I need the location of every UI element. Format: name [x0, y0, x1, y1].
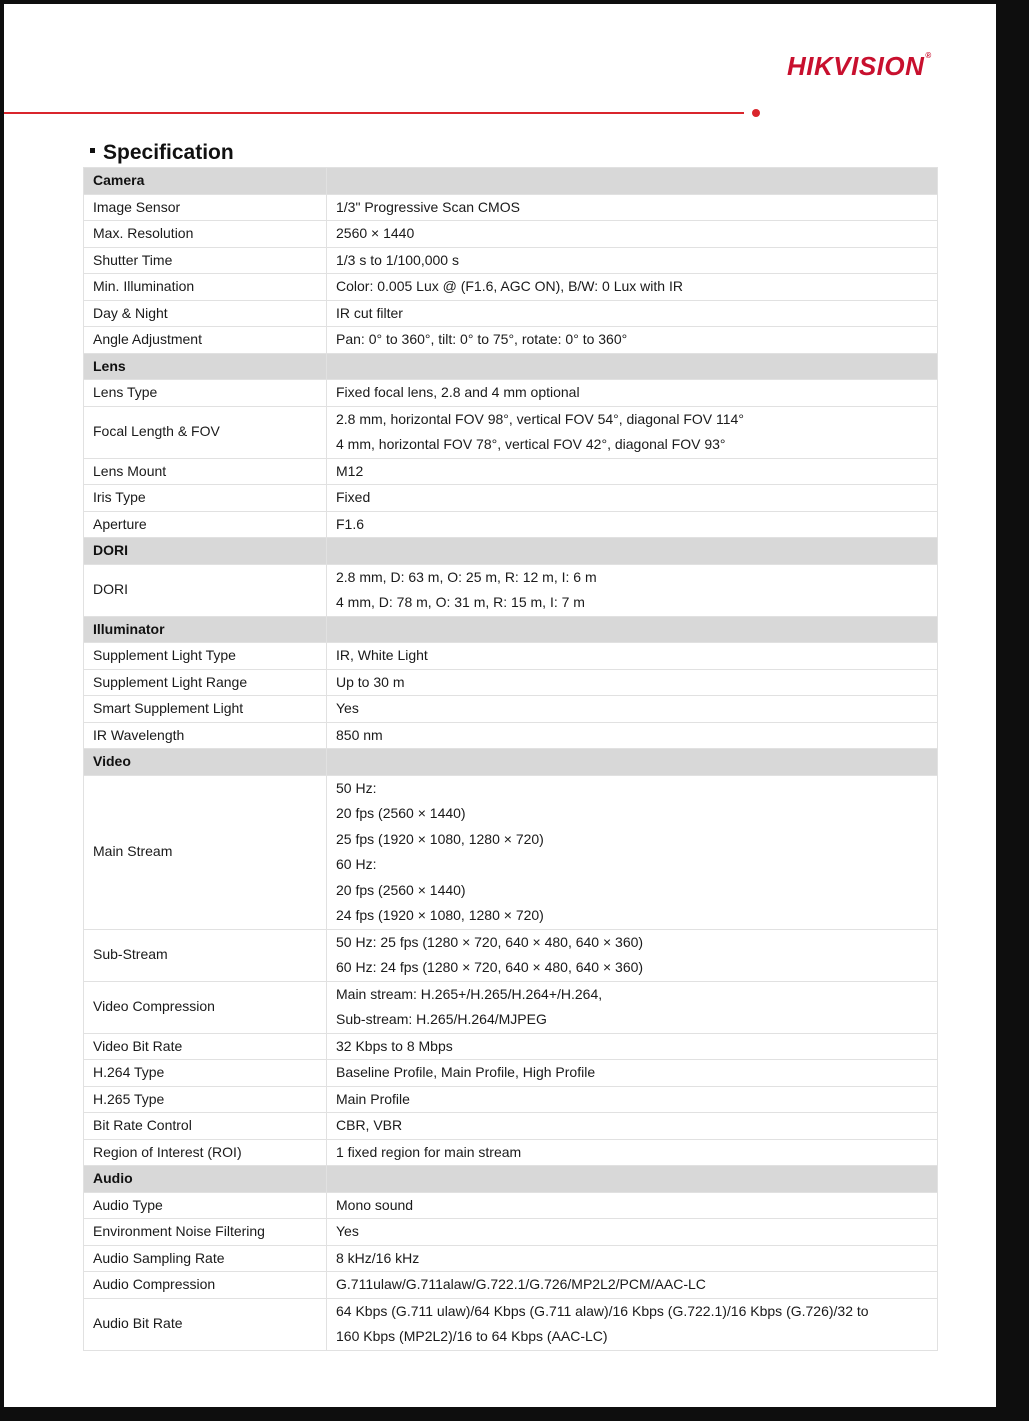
spec-value — [327, 1272, 938, 1299]
table-row — [84, 458, 938, 485]
spec-value — [327, 274, 938, 301]
spec-value — [327, 327, 938, 354]
spec-value-line: 160 Kbps (MP2L2)/16 to 64 Kbps (AAC-LC) — [336, 1328, 608, 1344]
spec-value-line: 24 fps (1920 × 1080, 1280 × 720) — [336, 907, 544, 923]
spec-value — [327, 406, 938, 458]
table-row — [84, 247, 938, 274]
table-row — [84, 380, 938, 407]
spec-value-line: 2.8 mm, D: 63 m, O: 25 m, R: 12 m, I: 6 m — [336, 568, 597, 585]
spec-key: Video Bit Rate — [84, 1033, 327, 1060]
spec-value-line: Yes — [336, 700, 359, 716]
spec-value-line: 1/3 s to 1/100,000 s — [336, 251, 459, 268]
spec-table — [83, 167, 938, 1351]
spec-value — [327, 929, 938, 981]
spec-key: Iris Type — [84, 485, 327, 512]
spec-key: Audio Type — [84, 1192, 327, 1219]
section-header-camera — [84, 168, 938, 195]
spec-key: Max. Resolution — [84, 221, 327, 248]
spec-key: Sub-Stream — [84, 929, 327, 981]
spec-value-line: 50 Hz: 25 fps (1280 × 720, 640 × 480, 640 × 360) — [336, 933, 644, 950]
spec-value — [327, 1219, 938, 1246]
spec-value-line: F1.6 — [336, 515, 365, 532]
spec-value — [327, 643, 938, 670]
spec-value-line: 20 fps (2560 × 1440) — [336, 881, 466, 898]
table-row — [84, 1086, 938, 1113]
table-row — [84, 1298, 938, 1350]
spec-key: Angle Adjustment — [84, 327, 327, 354]
spec-value-line: 2.8 mm, horizontal FOV 98°, vertical FOV 54°, diagonal FOV 114° — [336, 410, 744, 427]
spec-value — [327, 1245, 938, 1272]
spec-key: Audio Compression — [84, 1272, 327, 1299]
spec-key: Shutter Time — [84, 247, 327, 274]
spec-key: H.265 Type — [84, 1086, 327, 1113]
spec-value — [327, 458, 938, 485]
spec-value-line: 850 nm — [336, 726, 383, 743]
spec-key: H.264 Type — [84, 1060, 327, 1087]
section-title: Lens — [84, 353, 327, 380]
spec-key: Aperture — [84, 511, 327, 538]
spec-value-line: 32 Kbps to 8 Mbps — [336, 1037, 453, 1054]
spec-value-line: 1/3" Progressive Scan CMOS — [336, 198, 520, 215]
section-header-blank — [327, 1166, 938, 1193]
spec-value — [327, 1192, 938, 1219]
spec-key: Bit Rate Control — [84, 1113, 327, 1140]
section-header-blank — [327, 749, 938, 776]
spec-value-line: M12 — [336, 462, 364, 479]
spec-value-line: 20 fps (2560 × 1440) — [336, 805, 466, 821]
spec-value — [327, 485, 938, 512]
spec-value — [327, 775, 938, 929]
hikvision-logo: HIKVISION® — [787, 51, 932, 81]
table-row — [84, 511, 938, 538]
spec-value-line: Color: 0.005 Lux @ (F1.6, AGC ON), B/W: 0 Lux with IR — [336, 278, 683, 294]
section-header-audio — [84, 1166, 938, 1193]
section-header-lens — [84, 353, 938, 380]
table-row — [84, 194, 938, 221]
spec-value — [327, 1139, 938, 1166]
section-title: Illuminator — [84, 616, 327, 643]
spec-key: DORI — [84, 564, 327, 616]
spec-value-line: Main Profile — [336, 1090, 410, 1107]
spec-value-line: 60 Hz: — [336, 856, 377, 872]
section-header-blank — [327, 616, 938, 643]
spec-value-line: CBR, VBR — [336, 1117, 403, 1133]
table-row — [84, 485, 938, 512]
spec-value-line: 4 mm, horizontal FOV 78°, vertical FOV 42°, diagonal FOV 93° — [336, 436, 726, 452]
spec-value-line: 2560 × 1440 — [336, 225, 415, 241]
section-title: Video — [84, 749, 327, 776]
spec-key: Audio Sampling Rate — [84, 1245, 327, 1272]
section-title: Camera — [84, 168, 327, 195]
table-row — [84, 406, 938, 458]
spec-value-line: Fixed — [336, 489, 371, 505]
section-header-blank — [327, 538, 938, 565]
section-header-blank — [327, 168, 938, 195]
spec-value — [327, 1113, 938, 1140]
spec-value-line: Baseline Profile, Main Profile, High Profile — [336, 1064, 596, 1080]
table-row — [84, 1219, 938, 1246]
spec-value — [327, 981, 938, 1033]
spec-key: Supplement Light Type — [84, 643, 327, 670]
table-row — [84, 1245, 938, 1272]
spec-value — [327, 1086, 938, 1113]
section-title: DORI — [84, 538, 327, 565]
spec-key: Video Compression — [84, 981, 327, 1033]
spec-value — [327, 380, 938, 407]
section-title: Audio — [84, 1166, 327, 1193]
spec-key: Day & Night — [84, 300, 327, 327]
table-row — [84, 1272, 938, 1299]
spec-key: Audio Bit Rate — [84, 1298, 327, 1350]
header-divider-dot — [752, 109, 760, 117]
table-row — [84, 300, 938, 327]
spec-value-line: 25 fps (1920 × 1080, 1280 × 720) — [336, 830, 544, 847]
spec-value — [327, 564, 938, 616]
spec-value — [327, 511, 938, 538]
spec-value — [327, 1060, 938, 1087]
spec-key: IR Wavelength — [84, 722, 327, 749]
table-row — [84, 1060, 938, 1087]
spec-value-line: Yes — [336, 1223, 359, 1239]
spec-value — [327, 696, 938, 723]
spec-value — [327, 722, 938, 749]
table-row — [84, 722, 938, 749]
table-row — [84, 221, 938, 248]
table-row — [84, 669, 938, 696]
spec-value — [327, 247, 938, 274]
table-row — [84, 274, 938, 301]
spec-value-line: IR, White Light — [336, 647, 428, 663]
spec-value — [327, 300, 938, 327]
spec-value-line: IR cut filter — [336, 304, 403, 321]
table-row — [84, 981, 938, 1033]
table-row — [84, 1139, 938, 1166]
spec-value-line: 1 fixed region for main stream — [336, 1143, 522, 1160]
spec-value-line: 8 kHz/16 kHz — [336, 1249, 420, 1266]
section-header-video — [84, 749, 938, 776]
section-header-dori — [84, 538, 938, 565]
table-row — [84, 1192, 938, 1219]
bullet-icon — [90, 148, 95, 153]
header-divider-line — [4, 112, 744, 114]
spec-value — [327, 194, 938, 221]
table-row — [84, 1113, 938, 1140]
spec-value-line: Mono sound — [336, 1196, 414, 1213]
spec-value-line: 50 Hz: — [336, 779, 377, 796]
spec-key: Region of Interest (ROI) — [84, 1139, 327, 1166]
table-row — [84, 775, 938, 929]
spec-value-line: Up to 30 m — [336, 673, 405, 690]
spec-key: Lens Mount — [84, 458, 327, 485]
spec-value-line: 64 Kbps (G.711 ulaw)/64 Kbps (G.711 alaw)/16 Kbps (G.722.1)/16 Kbps (G.726)/32 to — [336, 1302, 869, 1319]
spec-key: Main Stream — [84, 775, 327, 929]
table-row — [84, 929, 938, 981]
table-row — [84, 696, 938, 723]
section-header-illuminator — [84, 616, 938, 643]
spec-value-line: 4 mm, D: 78 m, O: 31 m, R: 15 m, I: 7 m — [336, 594, 585, 610]
spec-value — [327, 1033, 938, 1060]
spec-value — [327, 1298, 938, 1350]
spec-key: Lens Type — [84, 380, 327, 407]
spec-value-line: Main stream: H.265+/H.265/H.264+/H.264, — [336, 985, 603, 1002]
spec-value-line: Fixed focal lens, 2.8 and 4 mm optional — [336, 384, 580, 400]
spec-value-line: G.711ulaw/G.711alaw/G.722.1/G.726/MP2L2/PCM/AAC-LC — [336, 1276, 706, 1292]
table-row — [84, 1033, 938, 1060]
spec-key: Min. Illumination — [84, 274, 327, 301]
section-header-blank — [327, 353, 938, 380]
spec-key: Image Sensor — [84, 194, 327, 221]
table-row — [84, 643, 938, 670]
spec-key: Environment Noise Filtering — [84, 1219, 327, 1246]
table-row — [84, 564, 938, 616]
spec-value — [327, 221, 938, 248]
spec-key: Supplement Light Range — [84, 669, 327, 696]
spec-key: Smart Supplement Light — [84, 696, 327, 723]
spec-value-line: 60 Hz: 24 fps (1280 × 720, 640 × 480, 640 × 360) — [336, 959, 644, 975]
document-page — [4, 4, 996, 1407]
table-row — [84, 327, 938, 354]
spec-value-line: Sub-stream: H.265/H.264/MJPEG — [336, 1011, 547, 1027]
page-title: Specification — [90, 141, 234, 165]
spec-value — [327, 669, 938, 696]
spec-value-line: Pan: 0° to 360°, tilt: 0° to 75°, rotate: 0° to 360° — [336, 331, 628, 347]
spec-key: Focal Length & FOV — [84, 406, 327, 458]
